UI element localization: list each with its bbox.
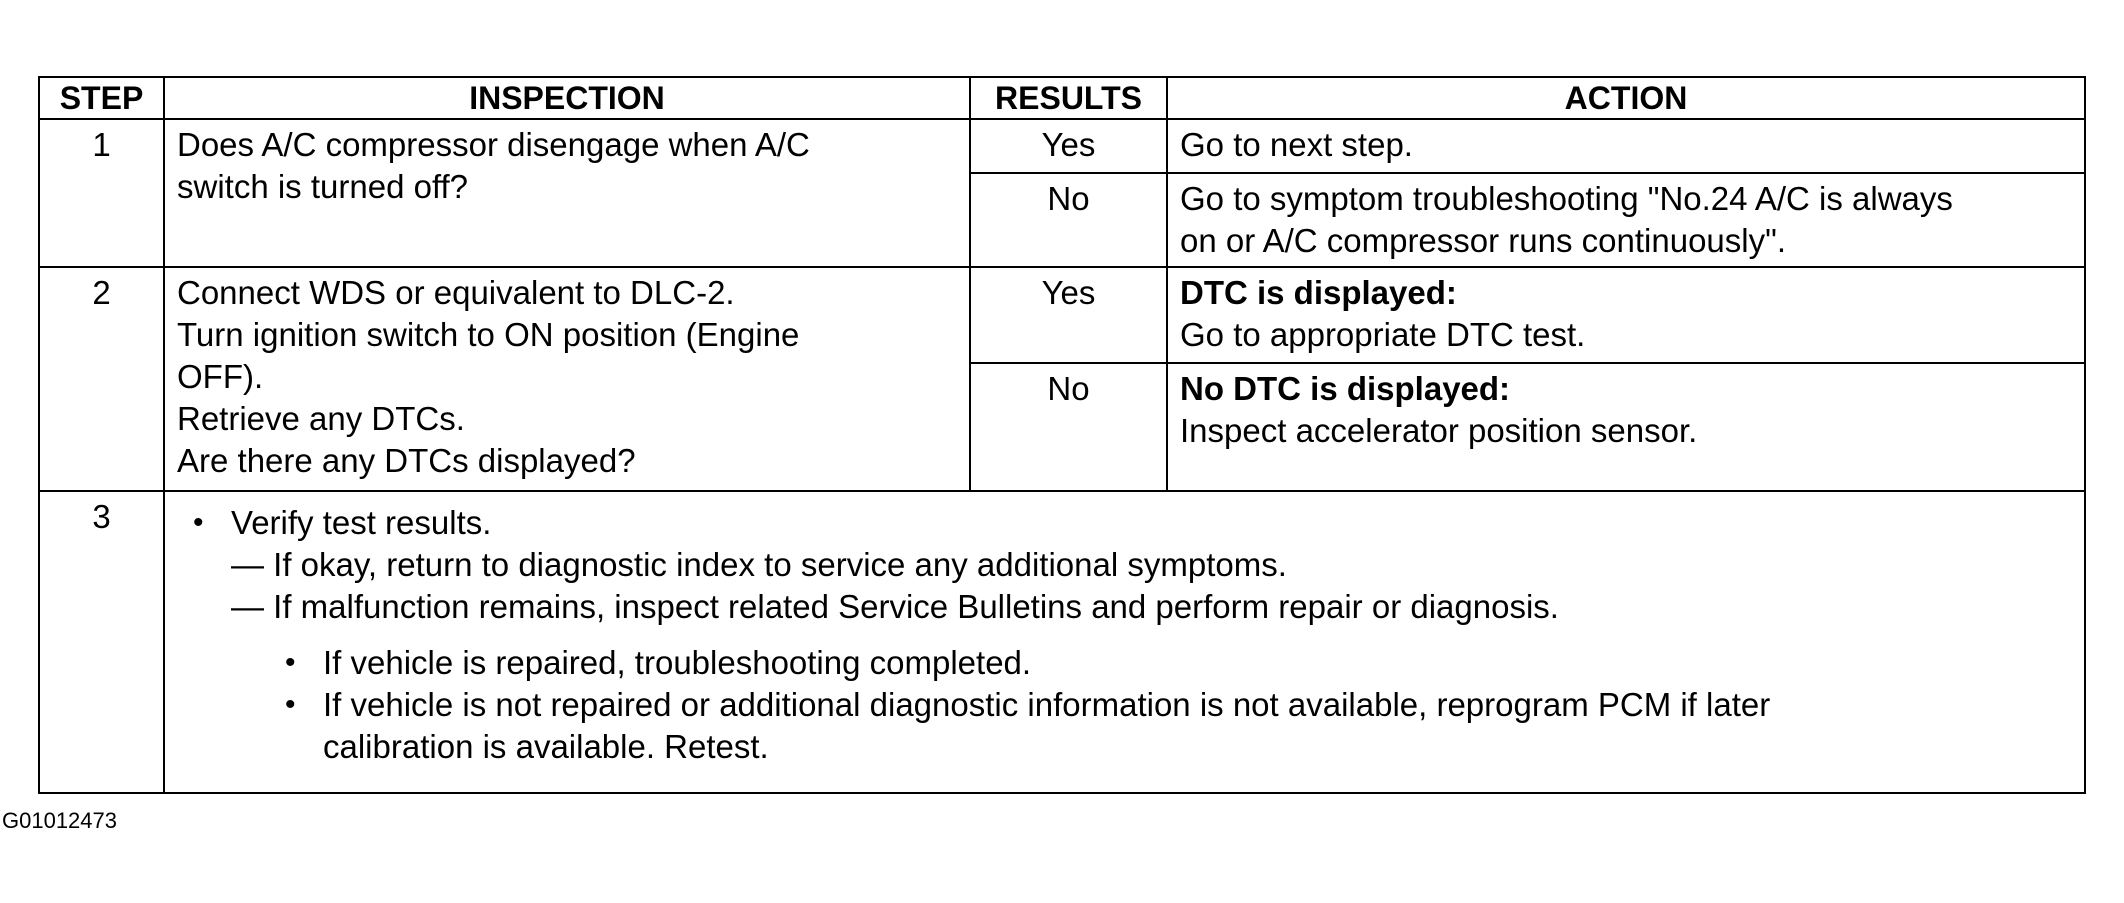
bullet-icon: •: [193, 506, 204, 539]
action-heading: DTC is displayed:: [1180, 274, 1457, 311]
result-cell: Yes: [970, 119, 1167, 173]
bullet-line: calibration is available. Retest.: [323, 728, 769, 765]
inspection-line: Does A/C compressor disengage when A/C: [177, 126, 810, 163]
bullet-text: Verify test results.: [231, 504, 492, 541]
action-line: on or A/C compressor runs continuously".: [1180, 222, 1786, 259]
bullet-text: [323, 684, 1770, 768]
sub-bullet-list: [193, 642, 2074, 768]
header-action: ACTION: [1167, 77, 2085, 119]
step-number: 3: [39, 491, 164, 793]
step-number: 2: [39, 267, 164, 491]
action-line: Go to appropriate DTC test.: [1180, 316, 1586, 353]
diagnostic-procedure-document: [38, 76, 2086, 794]
inspection-line: Retrieve any DTCs.: [177, 400, 465, 437]
dash-item: — If okay, return to diagnostic index to service any additional symptoms.: [231, 546, 1287, 583]
inspection-line: Turn ignition switch to ON position (Engine: [177, 316, 800, 353]
table-header-row: [39, 77, 2085, 119]
step-number: 1: [39, 119, 164, 267]
action-cell: [1167, 363, 2085, 491]
inspection-cell: [164, 119, 970, 267]
table-row: [39, 119, 2085, 173]
list-item: [285, 684, 2074, 768]
bullet-icon: •: [285, 646, 296, 679]
action-line: Inspect accelerator position sensor.: [1180, 412, 1698, 449]
list-item: [193, 502, 2074, 544]
inspection-line: Connect WDS or equivalent to DLC-2.: [177, 274, 735, 311]
step3-cell: [164, 491, 2085, 793]
action-cell: [1167, 173, 2085, 267]
diagnostic-table: [38, 76, 2086, 794]
table-row: [39, 267, 2085, 363]
bullet-text: [323, 642, 1031, 684]
figure-id: G01012473: [2, 808, 117, 833]
bullet-icon: •: [285, 688, 296, 721]
action-cell: [1167, 267, 2085, 363]
action-heading: No DTC is displayed:: [1180, 370, 1511, 407]
inspection-line: OFF).: [177, 358, 264, 395]
action-line: Go to symptom troubleshooting "No.24 A/C is always: [1180, 180, 1953, 217]
inspection-cell: [164, 267, 970, 491]
inspection-line: switch is turned off?: [177, 168, 469, 205]
result-cell: Yes: [970, 267, 1167, 363]
action-line: Go to next step.: [1180, 126, 1413, 163]
inspection-line: Are there any DTCs displayed?: [177, 442, 636, 479]
list-item: [285, 642, 2074, 684]
bullet-line: If vehicle is repaired, troubleshooting completed.: [323, 644, 1032, 681]
dash-item: — If malfunction remains, inspect related Service Bulletins and perform repair or diagnosis.: [231, 588, 1559, 625]
header-inspection: INSPECTION: [164, 77, 970, 119]
bullet-line: If vehicle is not repaired or additional diagnostic information is not available, reprogram PCM if later: [323, 686, 1771, 723]
step3-content: [165, 492, 2084, 778]
table-row: [39, 491, 2085, 793]
result-cell: No: [970, 173, 1167, 267]
header-step: STEP: [39, 77, 164, 119]
header-results: RESULTS: [970, 77, 1167, 119]
result-cell: No: [970, 363, 1167, 491]
action-cell: [1167, 119, 2085, 173]
